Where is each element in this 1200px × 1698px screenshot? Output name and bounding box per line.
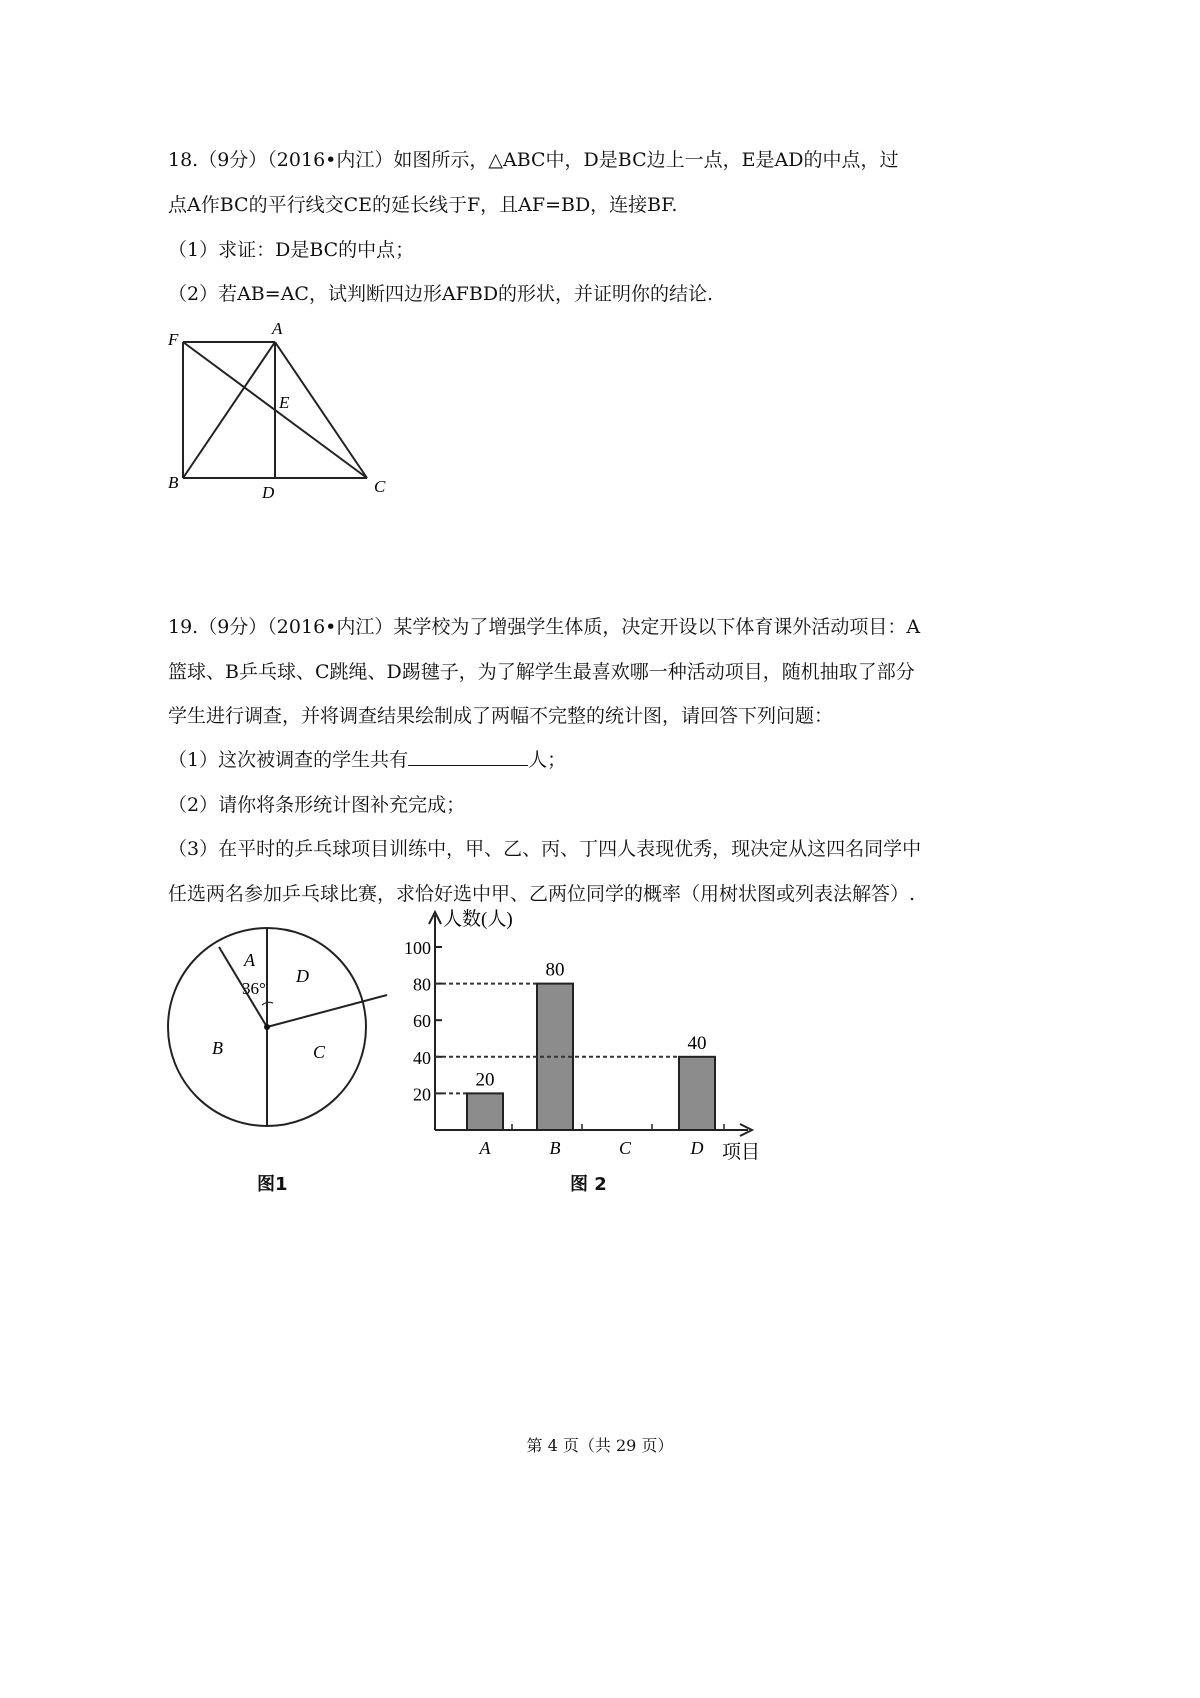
y-tick-label: 60 — [413, 1011, 431, 1032]
q19-part3-line1: （3）在平时的乒乓球项目训练中，甲、乙、丙、丁四人表现优秀，现决定从这四名同学中 — [168, 838, 922, 860]
pie-center — [264, 1024, 270, 1030]
q19-part2: （2）请你将条形统计图补充完成； — [168, 794, 466, 816]
x-axis-label: 项目 — [722, 1142, 761, 1163]
x-tick-label: A — [479, 1138, 491, 1158]
bar-value-label: 40 — [687, 1032, 707, 1054]
y-axis-label: 人数(人) — [443, 909, 513, 930]
q19-part1-suffix: 人； — [528, 749, 567, 771]
q18-part2: （2）若AB=AC，试判断四边形AFBD的形状，并证明你的结论. — [168, 283, 714, 305]
fig1-caption: 图1 — [257, 1174, 288, 1195]
q18-text-line1: 18.（9分）（2016•内江）如图所示，△ABC中，D是BC边上一点，E是AD的中点，过 — [168, 149, 899, 171]
fig2-caption: 图 2 — [570, 1174, 607, 1195]
x-tick-label: C — [618, 1138, 632, 1158]
pie-label-A: A — [244, 950, 255, 970]
q19-part1-prefix: （1）这次被调查的学生共有 — [168, 749, 409, 771]
pie-label-D: D — [296, 966, 309, 986]
y-tick-label: 80 — [413, 974, 431, 995]
q19-text-line3: 学生进行调查，并将调查结果绘制成了两幅不完整的统计图，请回答下列问题： — [168, 705, 834, 727]
q19-text-line2: 篮球、B乒乓球、C跳绳、D踢毽子，为了解学生最喜欢哪一种活动项目，随机抽取了部分 — [168, 661, 915, 683]
label-E: E — [279, 393, 290, 412]
pie-chart — [168, 928, 387, 1126]
bar-A — [467, 1093, 503, 1130]
x-tick-label: B — [549, 1138, 561, 1158]
label-C: C — [374, 477, 386, 496]
q18-geometry-figure — [183, 342, 367, 478]
pie-label-B: B — [212, 1038, 223, 1058]
label-D: D — [262, 483, 275, 502]
x-tick-label: D — [690, 1138, 704, 1158]
bar-D — [679, 1057, 715, 1130]
y-tick-label: 100 — [404, 938, 431, 958]
answer-blank — [408, 747, 528, 766]
label-B: B — [168, 473, 179, 492]
q18-part1: （1）求证：D是BC的中点； — [168, 239, 415, 261]
y-tick-label: 20 — [413, 1084, 431, 1105]
pie-divider-D-C — [267, 995, 387, 1027]
label-A: A — [272, 319, 283, 338]
pie-label-C: C — [313, 1042, 326, 1062]
page-footer: 第 4 页（共 29 页） — [526, 1436, 674, 1455]
label-F: F — [168, 330, 179, 349]
q19-part3-line2: 任选两名参加乒乓球比赛，求恰好选中甲、乙两位同学的概率（用树状图或列表法解答）. — [168, 883, 916, 905]
bar-chart — [404, 908, 760, 1163]
q19-part1 — [168, 745, 566, 772]
y-tick-label: 40 — [413, 1047, 431, 1068]
q19-text-line1: 19.（9分）（2016•内江）某学校为了增强学生体质，决定开设以下体育课外活动项目：A — [168, 616, 921, 638]
pie-angle-label: 36° — [242, 979, 266, 998]
bar-value-label: 80 — [545, 959, 565, 981]
bar-value-label: 20 — [475, 1069, 495, 1091]
q18-text-line2: 点A作BC的平行线交CE的延长线于F，且AF=BD，连接BF. — [168, 194, 678, 216]
